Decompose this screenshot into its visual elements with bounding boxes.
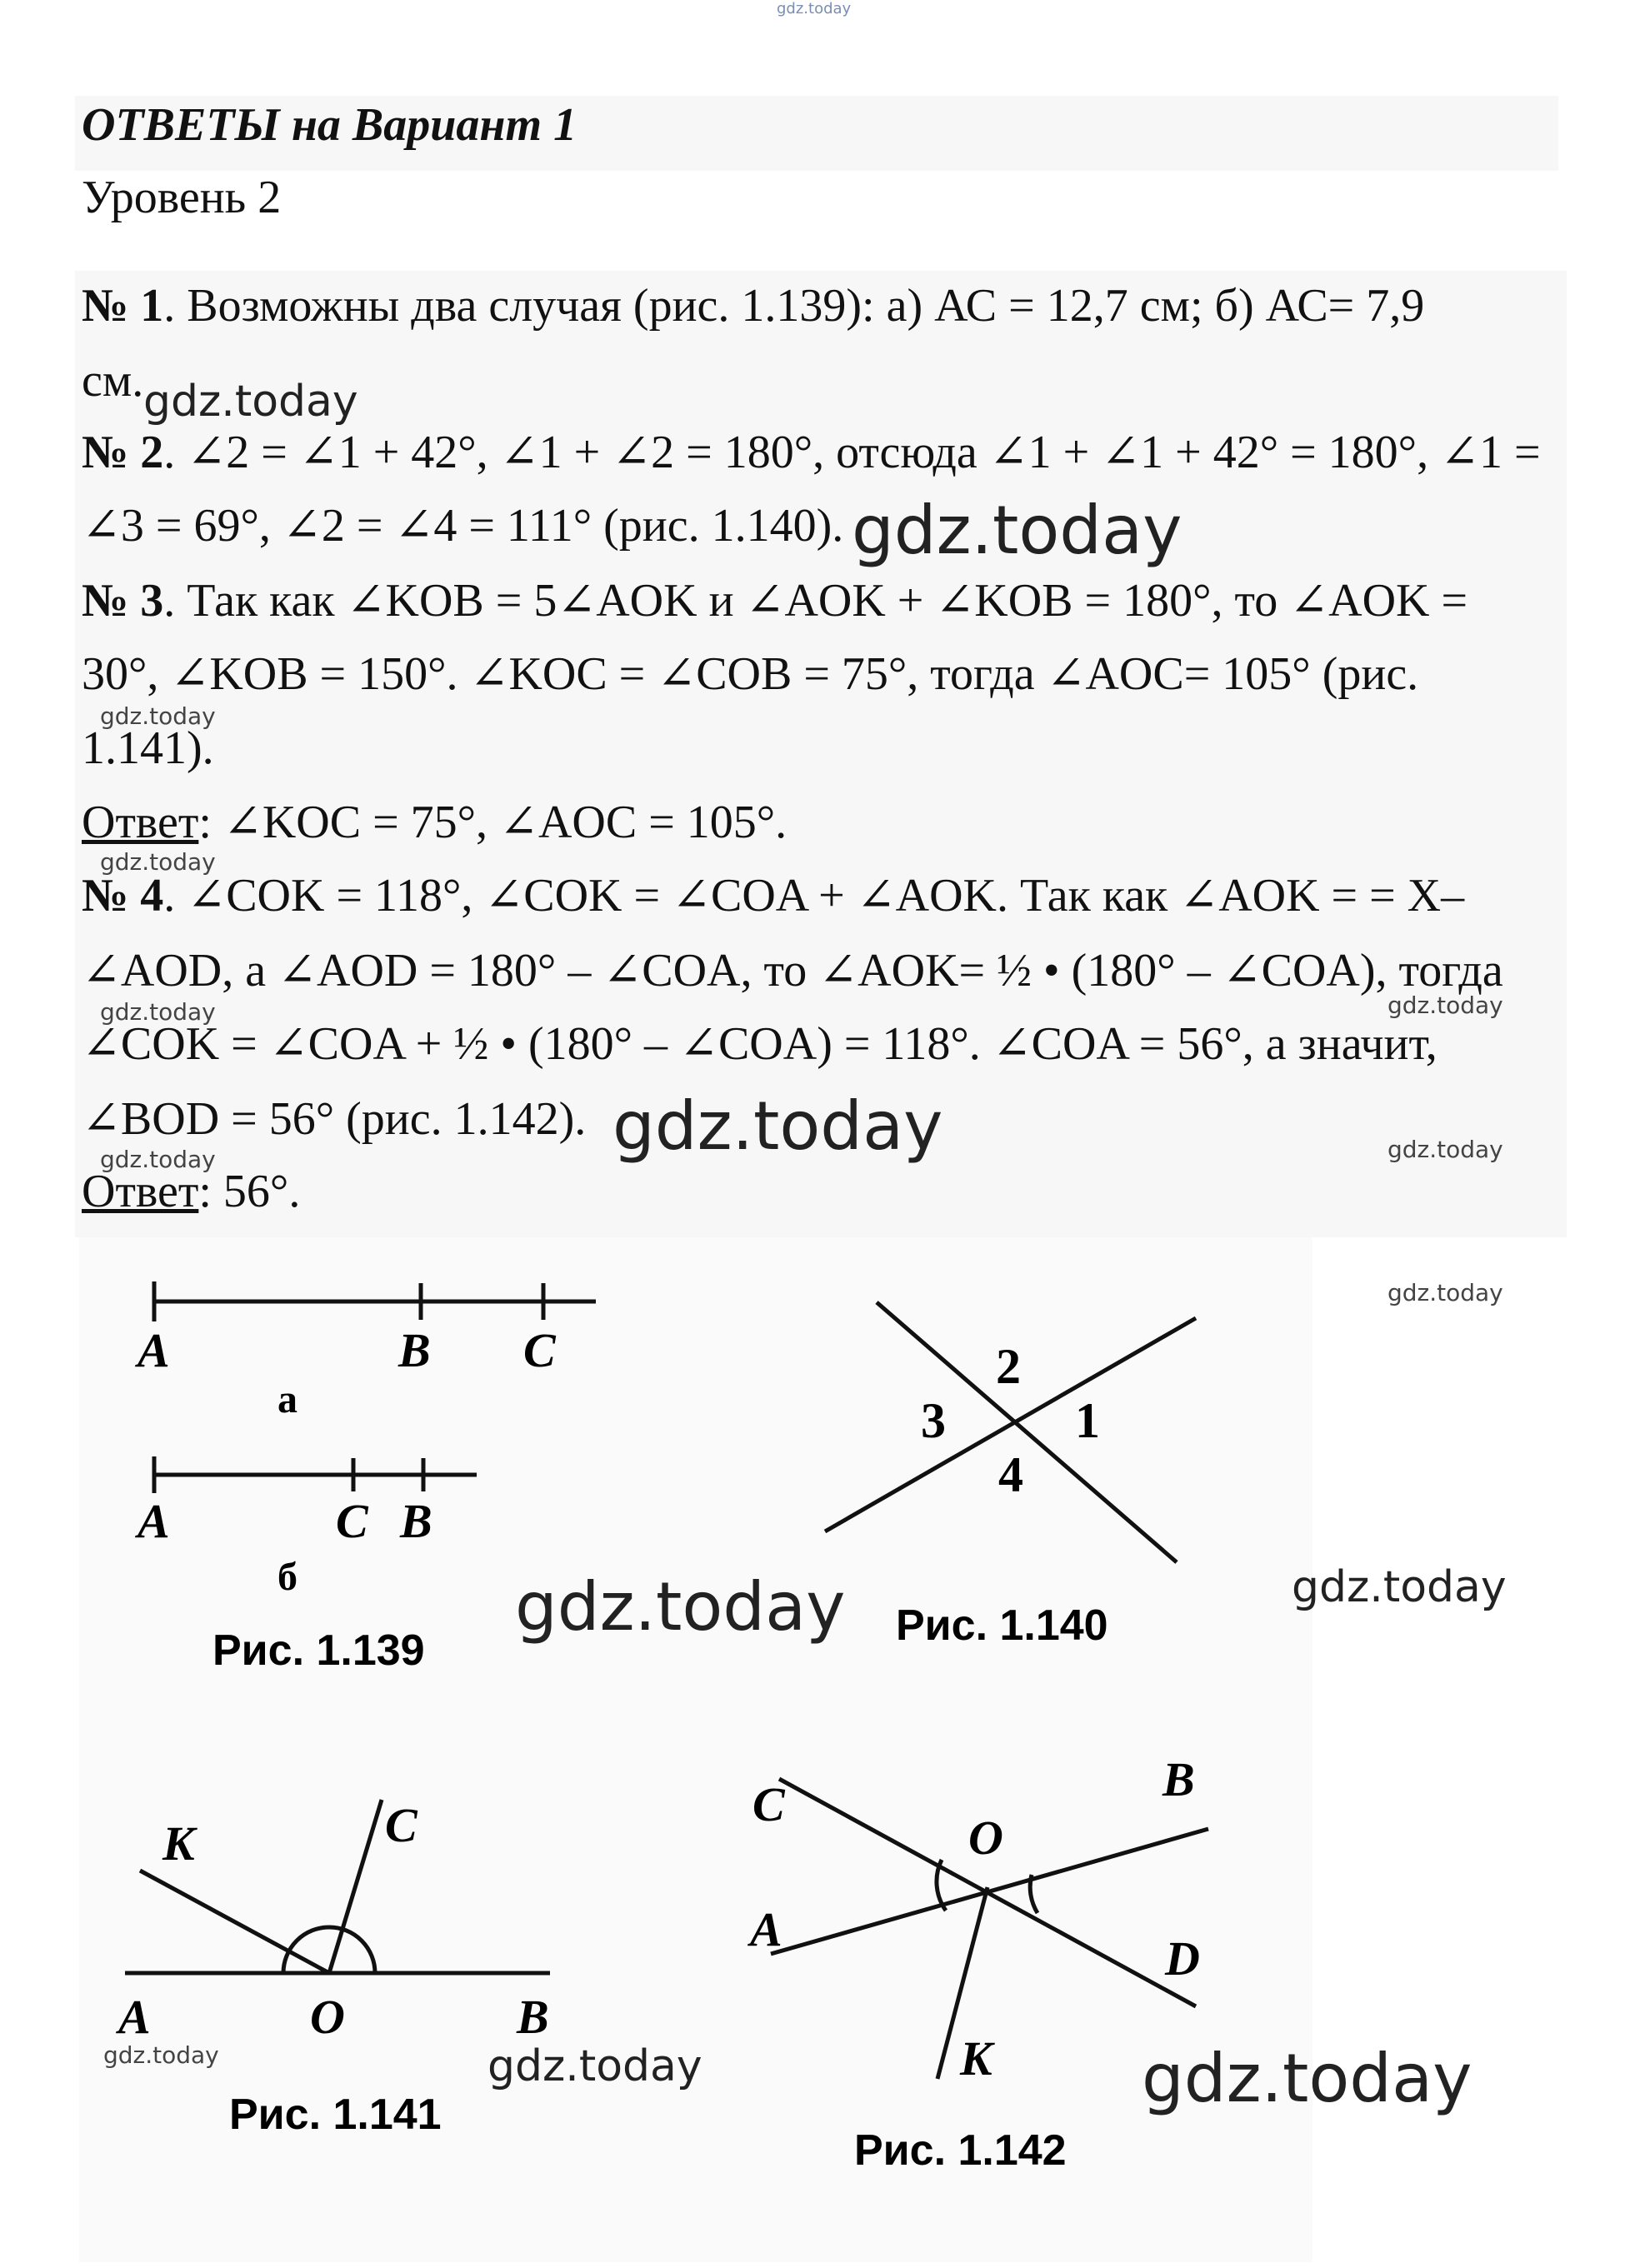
fig139a-label-b: B bbox=[398, 1323, 431, 1377]
watermark: gdz.today bbox=[612, 1087, 943, 1165]
watermark: gdz.today bbox=[1388, 1136, 1503, 1163]
level-heading: Уровень 2 bbox=[82, 172, 282, 223]
fig141-label-k: K bbox=[162, 1816, 195, 1871]
problem-3-line-2: 30°, ∠KOB = 150°. ∠KOC = ∠COB = 75°, тогда ∠AOC= 105° (рис. bbox=[82, 648, 1419, 700]
fig139b-label-a: A bbox=[138, 1494, 170, 1548]
problem-1-line-1: № 1. Возможны два случая (рис. 1.139): а) АС = 12,7 см; б) АС= 7,9 bbox=[82, 280, 1425, 332]
problem-3-line-1: № 3. Так как ∠KOB = 5∠AOK и ∠AOK + ∠KOB = 180°, то ∠AOK = bbox=[82, 575, 1468, 627]
fig140-caption: Рис. 1.140 bbox=[896, 1601, 1108, 1650]
fig139-caption: Рис. 1.139 bbox=[212, 1626, 425, 1675]
fig140-angle-2: 2 bbox=[996, 1339, 1021, 1394]
problem-4-line-3: ∠COK = ∠COA + ½ • (180° – ∠COA) = 118°. ∠COA = 56°, а значит, bbox=[82, 1018, 1438, 1070]
watermark: gdz.today bbox=[515, 1568, 846, 1646]
fig139a-sublabel: а bbox=[278, 1377, 298, 1421]
problem-4-number: № 4 bbox=[82, 870, 164, 922]
problem-2-number: № 2 bbox=[82, 427, 164, 478]
fig142-label-b: B bbox=[1162, 1752, 1195, 1806]
page-title: ОТВЕТЫ на Вариант 1 bbox=[82, 99, 578, 151]
watermark: gdz.today bbox=[100, 998, 216, 1026]
fig140-angle-3: 3 bbox=[921, 1393, 946, 1448]
problem-4-line-1: № 4. ∠COK = 118°, ∠COK = ∠COA + ∠AOK. Так как ∠AOK = = X– bbox=[82, 870, 1465, 922]
fig140-angle-4: 4 bbox=[998, 1447, 1023, 1502]
watermark: gdz.today bbox=[100, 702, 216, 730]
top-watermark: gdz.today bbox=[777, 0, 852, 17]
problem-4-line-2: ∠AOD, а ∠AOD = 180° – ∠COA, то ∠AOK= ½ • (180° – ∠COA), тогда bbox=[82, 945, 1503, 997]
answer-label: Ответ bbox=[82, 1166, 199, 1217]
fig141-label-a: A bbox=[118, 1990, 151, 2044]
fig142-caption: Рис. 1.142 bbox=[854, 2126, 1067, 2175]
problem-1-number: № 1 bbox=[82, 280, 164, 332]
fig139a-label-c: C bbox=[523, 1323, 556, 1377]
fig142-label-k: K bbox=[960, 2031, 992, 2086]
problem-3-answer: Ответ: ∠KOC = 75°, ∠AOC = 105°. bbox=[82, 797, 788, 848]
fig139a-label-a: A bbox=[138, 1323, 170, 1377]
fig140-angle-1: 1 bbox=[1075, 1393, 1100, 1448]
problem-4-line-4: ∠BOD = 56° (рис. 1.142). bbox=[82, 1093, 587, 1145]
watermark: gdz.today bbox=[103, 2041, 219, 2069]
fig139b-label-c: C bbox=[336, 1494, 368, 1548]
watermark: gdz.today bbox=[143, 377, 358, 427]
answer-label: Ответ bbox=[82, 797, 199, 848]
fig141-label-c: C bbox=[385, 1798, 418, 1852]
fig142-label-c: C bbox=[752, 1777, 785, 1831]
problem-3-number: № 3 bbox=[82, 575, 164, 627]
fig141-label-o: O bbox=[310, 1990, 345, 2044]
watermark: gdz.today bbox=[488, 2041, 702, 2091]
watermark: gdz.today bbox=[852, 492, 1182, 569]
watermark: gdz.today bbox=[100, 848, 216, 876]
watermark: gdz.today bbox=[100, 1146, 216, 1173]
problem-3-line-3: 1.141). bbox=[82, 722, 214, 774]
fig141-label-b: B bbox=[517, 1990, 549, 2044]
problem-1-line-2: см. bbox=[82, 355, 144, 407]
fig139b-sublabel: б bbox=[278, 1555, 298, 1599]
problem-4-answer: Ответ: 56°. bbox=[82, 1166, 301, 1217]
fig142-label-d: D bbox=[1165, 1931, 1200, 1986]
problem-2-line-1: № 2. ∠2 = ∠1 + 42°, ∠1 + ∠2 = 180°, отсюда ∠1 + ∠1 + 42° = 180°, ∠1 = bbox=[82, 427, 1541, 478]
watermark: gdz.today bbox=[1142, 2040, 1472, 2117]
fig142-label-a: A bbox=[750, 1902, 782, 1956]
fig139b-label-b: B bbox=[400, 1494, 432, 1548]
watermark: gdz.today bbox=[1388, 1279, 1503, 1306]
watermark: gdz.today bbox=[1292, 1562, 1507, 1612]
problem-2-line-2: ∠3 = 69°, ∠2 = ∠4 = 111° (рис. 1.140). bbox=[82, 500, 844, 552]
watermark: gdz.today bbox=[1388, 992, 1503, 1019]
fig141-caption: Рис. 1.141 bbox=[229, 2091, 442, 2139]
fig142-label-o: O bbox=[968, 1811, 1003, 1865]
